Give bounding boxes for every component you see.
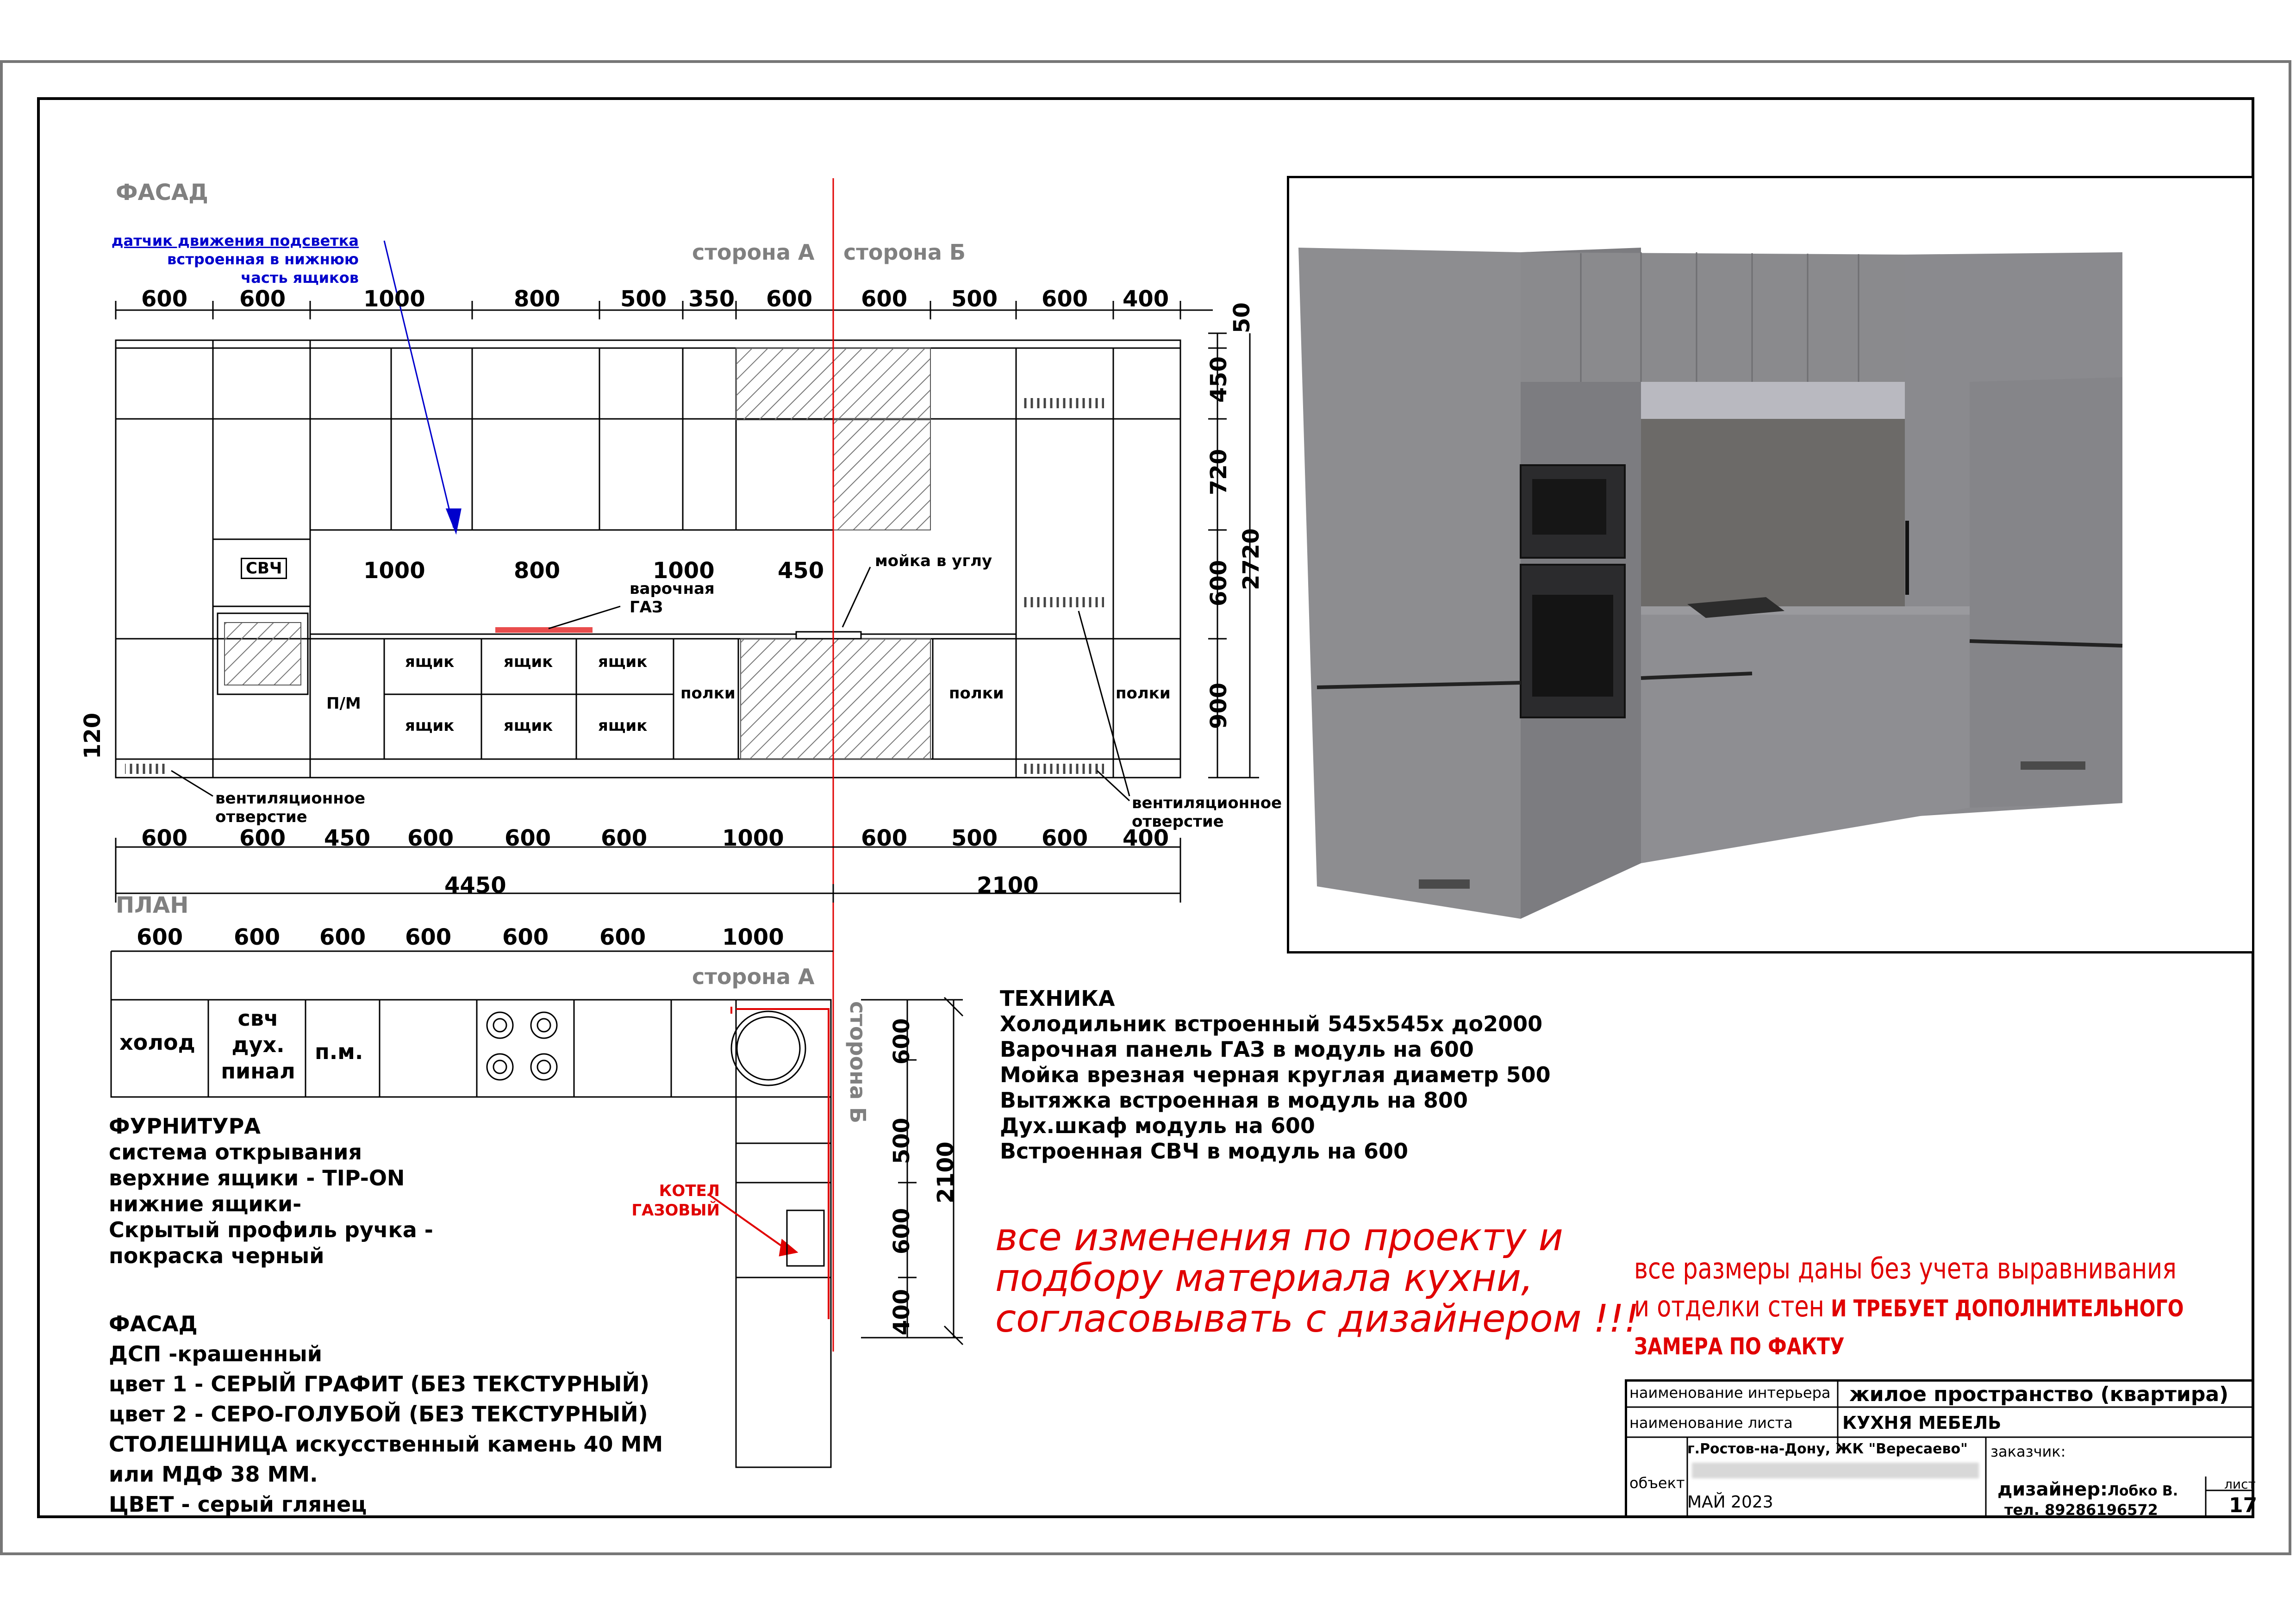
dim-bottom-1: 600	[141, 825, 188, 851]
dim-top-4: 800	[514, 286, 561, 312]
designer-phone: тел. 89286196572	[2004, 1501, 2158, 1519]
sheet-name-label: наименование листа	[1629, 1414, 1793, 1432]
facade-spec-block	[109, 1309, 663, 1520]
designer-line	[1997, 1479, 2178, 1500]
dim-height-total: 2720	[1238, 528, 1264, 590]
dimensions-note-line-3: ЗАМЕРА ПО ФАКТУ	[1634, 1333, 1845, 1360]
dim-bottom-7: 1000	[722, 825, 784, 851]
shelves-label-2: полки	[949, 684, 1004, 703]
tech-line: Холодильник встроенный 545х545х до2000	[1000, 1011, 1543, 1036]
vent-label-left: вентиляционное отверстие	[215, 789, 366, 826]
dim-bottom-8: 600	[861, 825, 908, 851]
plan-cell-fridge: холод	[119, 1030, 195, 1055]
cooktop-label: варочная ГАЗ	[630, 579, 715, 617]
interior-label: наименование интерьера	[1629, 1384, 1831, 1402]
object-label: объект	[1629, 1474, 1685, 1492]
facade-spec-title: ФАСАД	[109, 1311, 198, 1336]
fittings-line: нижние ящики-	[109, 1191, 302, 1216]
plan-dim-3: 600	[319, 924, 366, 950]
dim-bottom-2: 600	[239, 825, 286, 851]
sink-label: мойка в углу	[875, 552, 992, 570]
dim-top-5: 500	[620, 286, 667, 312]
gas-pipe	[708, 1007, 829, 1319]
drawer-label-2: ящик	[504, 653, 553, 671]
dim-top-7: 600	[766, 286, 813, 312]
designer-note-line: все изменения по проекту и	[995, 1215, 1563, 1259]
tech-line: Дух.шкаф модуль на 600	[1000, 1113, 1315, 1138]
tech-line: Мойка врезная черная круглая диаметр 500	[1000, 1062, 1551, 1087]
customer-label: заказчик:	[1990, 1443, 2066, 1460]
dim-top-8: 600	[861, 286, 908, 312]
dim-left-120: 120	[80, 712, 106, 759]
boiler-label: КОТЕЛ ГАЗОВЫЙ	[631, 1182, 720, 1220]
fittings-line: верхние ящики - TIP-ON	[109, 1165, 405, 1190]
designer-name: Лобко В.	[2108, 1483, 2178, 1499]
drawer-label-5: ящик	[504, 717, 553, 735]
plan-dim-1: 600	[137, 924, 183, 950]
shelves-label-3: полки	[1116, 684, 1171, 703]
plan-title: ПЛАН	[116, 892, 189, 918]
plan-side-b: сторона Б	[845, 1001, 870, 1123]
dim-right-50: 50	[1229, 302, 1255, 333]
designer-note-line: согласовывать с дизайнером !!!	[995, 1297, 1640, 1341]
microwave-label: СВЧ	[241, 558, 287, 579]
dim-mid-3: 1000	[653, 558, 715, 584]
plan-cell-dishwasher: п.м.	[315, 1039, 363, 1064]
plan-side-a: сторона А	[692, 964, 815, 989]
redacted-address	[1692, 1463, 1979, 1478]
plan-dim-7: 1000	[722, 924, 784, 950]
plan-dim-2: 600	[234, 924, 281, 950]
sensor-note-line-2: встроенная в нижнюю	[167, 250, 359, 268]
plan-dim-right-2: 500	[889, 1117, 915, 1164]
dimensions-note-line-1: все размеры даны без учета выравнивания	[1634, 1252, 2177, 1285]
sheet-name-value: КУХНЯ МЕБЕЛЬ	[1842, 1413, 2002, 1433]
dim-bottom-9: 500	[951, 825, 998, 851]
dim-mid-1: 1000	[363, 558, 425, 584]
tech-line: Встроенная СВЧ в модуль на 600	[1000, 1139, 1408, 1164]
facade-spec-line: цвет 2 - СЕРО-ГОЛУБОЙ (БЕЗ ТЕКСТУРНЫЙ)	[109, 1402, 648, 1427]
sensor-note	[104, 231, 359, 287]
facade-spec-line: ЦВЕТ - серый глянец	[109, 1492, 367, 1517]
dim-mid-2: 800	[514, 558, 561, 584]
fittings-line: покраска черный	[109, 1243, 324, 1268]
facade-spec-line: или МДФ 38 ММ.	[109, 1462, 318, 1487]
sensor-note-line-1: датчик движения подсветка	[111, 232, 359, 249]
dim-top-11: 400	[1123, 286, 1169, 312]
dim-top-6: 350	[688, 286, 735, 312]
drawer-label-3: ящик	[598, 653, 648, 671]
kitchen-render	[1287, 176, 2254, 953]
dimensions-note-line-2b: И ТРЕБУЕТ ДОПОЛНИТЕЛЬНОГО	[1824, 1295, 2184, 1322]
dim-bottom-3: 450	[324, 825, 371, 851]
plan-dim-right-1: 600	[889, 1018, 915, 1065]
drawer-label-4: ящик	[405, 717, 455, 735]
dishwasher-label: П/М	[326, 694, 361, 713]
dim-total-b: 2100	[977, 872, 1039, 898]
shelves-label-1: полки	[680, 684, 736, 703]
fittings-line: Скрытый профиль ручка -	[109, 1217, 433, 1242]
designer-label: дизайнер:	[1997, 1479, 2108, 1500]
date: МАЙ 2023	[1687, 1493, 1773, 1512]
dim-bottom-11: 400	[1123, 825, 1169, 851]
fittings-block	[109, 1113, 433, 1269]
dim-top-1: 600	[141, 286, 188, 312]
designer-note	[995, 1217, 1639, 1340]
dim-right-450: 450	[1206, 356, 1232, 403]
side-a-label: сторона А	[692, 240, 815, 265]
sheet-number: 17	[2229, 1494, 2258, 1517]
title-block	[1625, 1379, 2258, 1519]
facade-spec-line: цвет 1 - СЕРЫЙ ГРАФИТ (БЕЗ ТЕКСТУРНЫЙ)	[109, 1371, 650, 1396]
object-value: г.Ростов-на-Дону, ЖК "Вересаево"	[1687, 1441, 1968, 1457]
dim-bottom-4: 600	[407, 825, 454, 851]
dimensions-note-line-2	[1634, 1288, 2184, 1327]
dim-bottom-5: 600	[505, 825, 551, 851]
dim-right-600: 600	[1206, 560, 1232, 606]
plan-dim-right-3: 600	[889, 1208, 915, 1254]
fittings-title: ФУРНИТУРА	[109, 1114, 261, 1139]
sheet-number-label: лист	[2224, 1477, 2256, 1492]
interior-value: жилое пространство (квартира)	[1849, 1383, 2229, 1406]
dimensions-note-line-2a: и отделки стен	[1634, 1290, 1824, 1323]
sensor-note-line-3: часть ящиков	[241, 269, 359, 287]
plan-cell-oven: свч дух. пинал	[221, 1006, 295, 1084]
plan-dim-5: 600	[502, 924, 549, 950]
leader-lines	[171, 241, 1129, 801]
side-b-label: сторона Б	[843, 240, 966, 265]
facade-spec-line: СТОЛЕШНИЦА искусственный камень 40 ММ	[109, 1432, 663, 1457]
facade-title: ФАСАД	[116, 180, 208, 206]
dim-total-a: 4450	[444, 872, 506, 898]
dim-right-720: 720	[1206, 449, 1232, 495]
tech-line: Вытяжка встроенная в модуль на 800	[1000, 1088, 1468, 1113]
dim-top-3: 1000	[363, 286, 425, 312]
plan-dim-total: 2100	[933, 1141, 959, 1203]
plan-dim-4: 600	[405, 924, 452, 950]
facade-spec-line: ДСП -крашенный	[109, 1341, 322, 1366]
dim-bottom-10: 600	[1042, 825, 1088, 851]
dim-right-900: 900	[1206, 682, 1232, 729]
designer-note-line: подбору материала кухни,	[995, 1256, 1534, 1300]
fittings-line: система открывания	[109, 1140, 362, 1165]
dim-top-2: 600	[239, 286, 286, 312]
drawer-label-6: ящик	[598, 717, 648, 735]
tech-block	[1000, 986, 1551, 1164]
drawer-label-1: ящик	[405, 653, 455, 671]
dimensions-note	[1634, 1250, 2184, 1365]
dim-bottom-6: 600	[601, 825, 648, 851]
tech-title: ТЕХНИКА	[1000, 986, 1115, 1011]
dim-top-9: 500	[951, 286, 998, 312]
plan-dim-6: 600	[599, 924, 646, 950]
tech-line: Варочная панель ГАЗ в модуль на 600	[1000, 1037, 1474, 1062]
vent-label-right: вентиляционное отверстие	[1132, 794, 1282, 831]
dim-top-10: 600	[1042, 286, 1088, 312]
plan-dim-right-4: 400	[889, 1289, 915, 1335]
dim-mid-4: 450	[778, 558, 824, 584]
